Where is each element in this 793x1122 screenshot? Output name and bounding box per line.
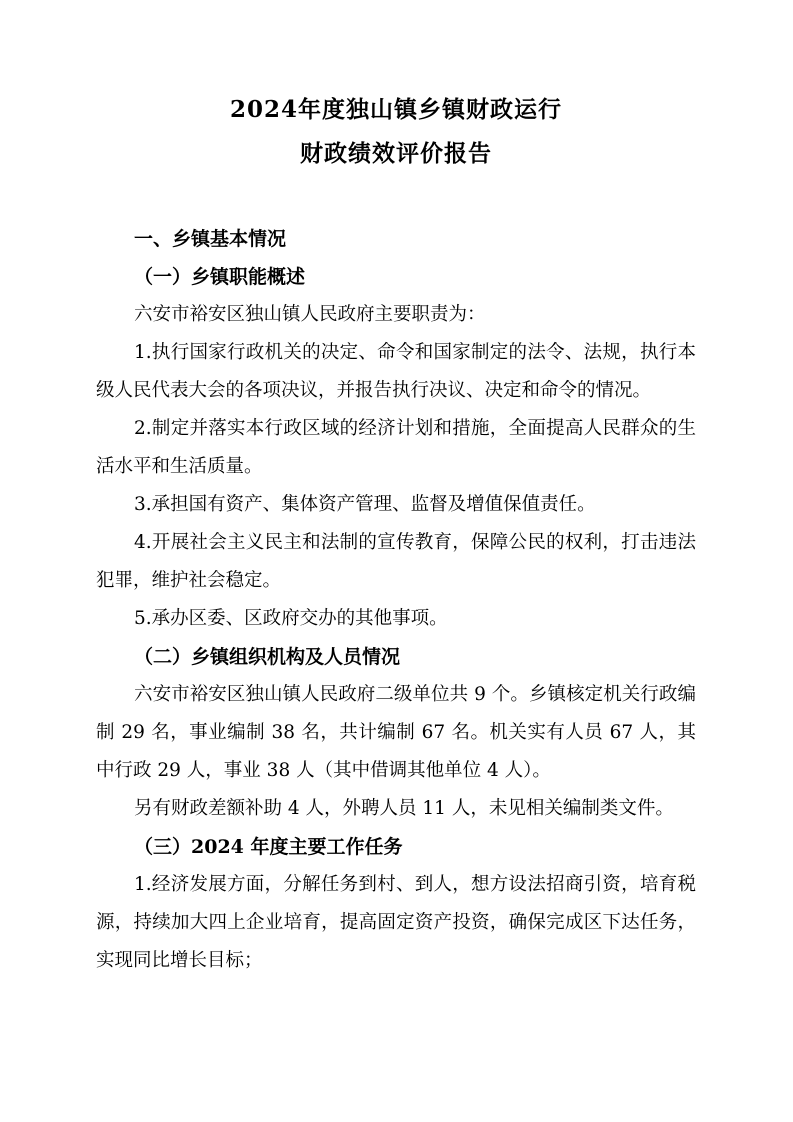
paragraph: 4.开展社会主义民主和法制的宣传教育，保障公民的权利，打击违法犯罪，维护社会稳定。 (96, 532, 696, 591)
paragraph: 2.制定并落实本行政区域的经济计划和措施，全面提高人民群众的生活水平和生活质量。 (96, 418, 696, 477)
document-body (96, 88, 696, 980)
section-heading-1: 一、乡镇基本情况 (134, 228, 287, 250)
paragraph: 5.承办区委、区政府交办的其他事项。 (134, 608, 448, 629)
paragraph: 1.执行国家行政机关的决定、命令和国家制定的法令、法规，执行本级人民代表大会的各项决议，并报告执行决议、决定和命令的情况。 (96, 342, 696, 401)
subsection-heading-1-1: （一）乡镇职能概述 (134, 266, 306, 288)
paragraph: 1.经济发展方面，分解任务到村、到人，想方设法招商引资，培育税源，持续加大四上企业培育，提高固定资产投资，确保完成区下达任务，实现同比增长目标； (96, 874, 696, 971)
subsection-heading-1-3: （三）2024 年度主要工作任务 (134, 836, 403, 858)
paragraph: 3.承担国有资产、集体资产管理、监督及增值保值责任。 (134, 494, 596, 515)
document-title-line-2: 财政绩效评价报告 (300, 140, 492, 167)
paragraph: 六安市裕安区独山镇人民政府二级单位共 9 个。乡镇核定机关行政编制 29 名，事业编制 38 名，共计编制 67 名。机关实有人员 67 人，其中行政 29 人，事业 38 人（其中借调其他单位 4 人）。 (96, 684, 696, 781)
paragraph: 六安市裕安区独山镇人民政府主要职责为： (134, 304, 486, 325)
subsection-heading-1-2: （二）乡镇组织机构及人员情况 (134, 646, 401, 668)
title-spacer (96, 176, 696, 220)
paragraph: 另有财政差额补助 4 人，外聘人员 11 人，未见相关编制类文件。 (134, 798, 674, 819)
document-title-line-1: 2024年度独山镇乡镇财政运行 (229, 96, 562, 123)
